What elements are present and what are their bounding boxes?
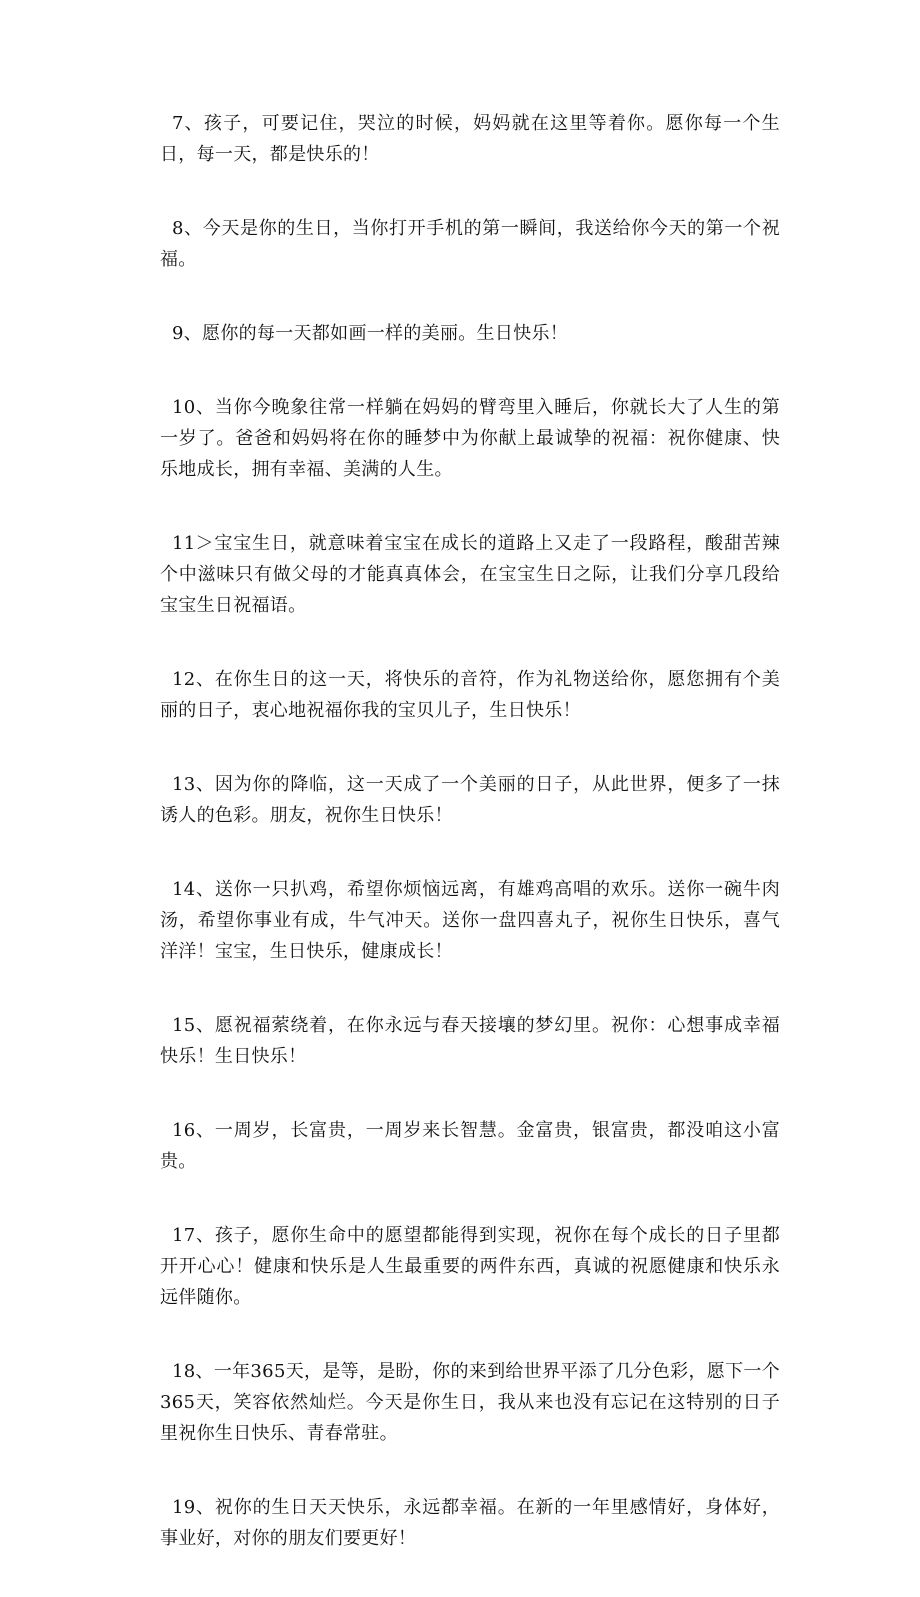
paragraph-15: 15、愿祝福萦绕着，在你永远与春天接壤的梦幻里。祝你：心想事成幸福快乐！生日快乐！ — [160, 1015, 780, 1067]
paragraph-14: 14、送你一只扒鸡，希望你烦恼远离，有雄鸡高唱的欢乐。送你一碗牛肉汤，希望你事业有成，牛气冲天。送你一盘四喜丸子，祝你生日快乐，喜气洋洋！宝宝，生日快乐，健康成长！ — [160, 879, 780, 962]
paragraph-11: 11＞宝宝生日，就意味着宝宝在成长的道路上又走了一段路程，酸甜苦辣个中滋味只有做父母的才能真真体会，在宝宝生日之际，让我们分享几段给宝宝生日祝福语。 — [160, 533, 780, 616]
paragraph-19: 19、祝你的生日天天快乐，永远都幸福。在新的一年里感情好，身体好，事业好，对你的朋友们要更好！ — [160, 1497, 780, 1549]
document-body — [160, 108, 780, 1597]
paragraph-10: 10、当你今晚象往常一样躺在妈妈的臂弯里入睡后，你就长大了人生的第一岁了。爸爸和妈妈将在你的睡梦中为你献上最诚挚的祝福：祝你健康、快乐地成长，拥有幸福、美满的人生。 — [160, 397, 780, 480]
paragraph-16: 16、一周岁，长富贵，一周岁来长智慧。金富贵，银富贵，都没咱这小富贵。 — [160, 1120, 780, 1172]
paragraph-18: 18、一年365天，是等，是盼，你的来到给世界平添了几分色彩，愿下一个365天，笑容依然灿烂。今天是你生日，我从来也没有忘记在这特别的日子里祝你生日快乐、青春常驻。 — [160, 1361, 780, 1444]
paragraph-9: 9、愿你的每一天都如画一样的美丽。生日快乐！ — [172, 323, 569, 344]
paragraph-12: 12、在你生日的这一天，将快乐的音符，作为礼物送给你，愿您拥有个美丽的日子，衷心地祝福你我的宝贝儿子，生日快乐！ — [160, 669, 780, 721]
paragraph-17: 17、孩子，愿你生命中的愿望都能得到实现，祝你在每个成长的日子里都开开心心！健康和快乐是人生最重要的两件东西，真诚的祝愿健康和快乐永远伴随你。 — [160, 1225, 780, 1308]
paragraph-13: 13、因为你的降临，这一天成了一个美丽的日子，从此世界，便多了一抹诱人的色彩。朋友，祝你生日快乐！ — [160, 774, 780, 826]
paragraph-8: 8、今天是你的生日，当你打开手机的第一瞬间，我送给你今天的第一个祝福。 — [160, 218, 780, 270]
paragraph-7: 7、孩子，可要记住，哭泣的时候，妈妈就在这里等着你。愿你每一个生日，每一天，都是快乐的！ — [160, 113, 780, 165]
